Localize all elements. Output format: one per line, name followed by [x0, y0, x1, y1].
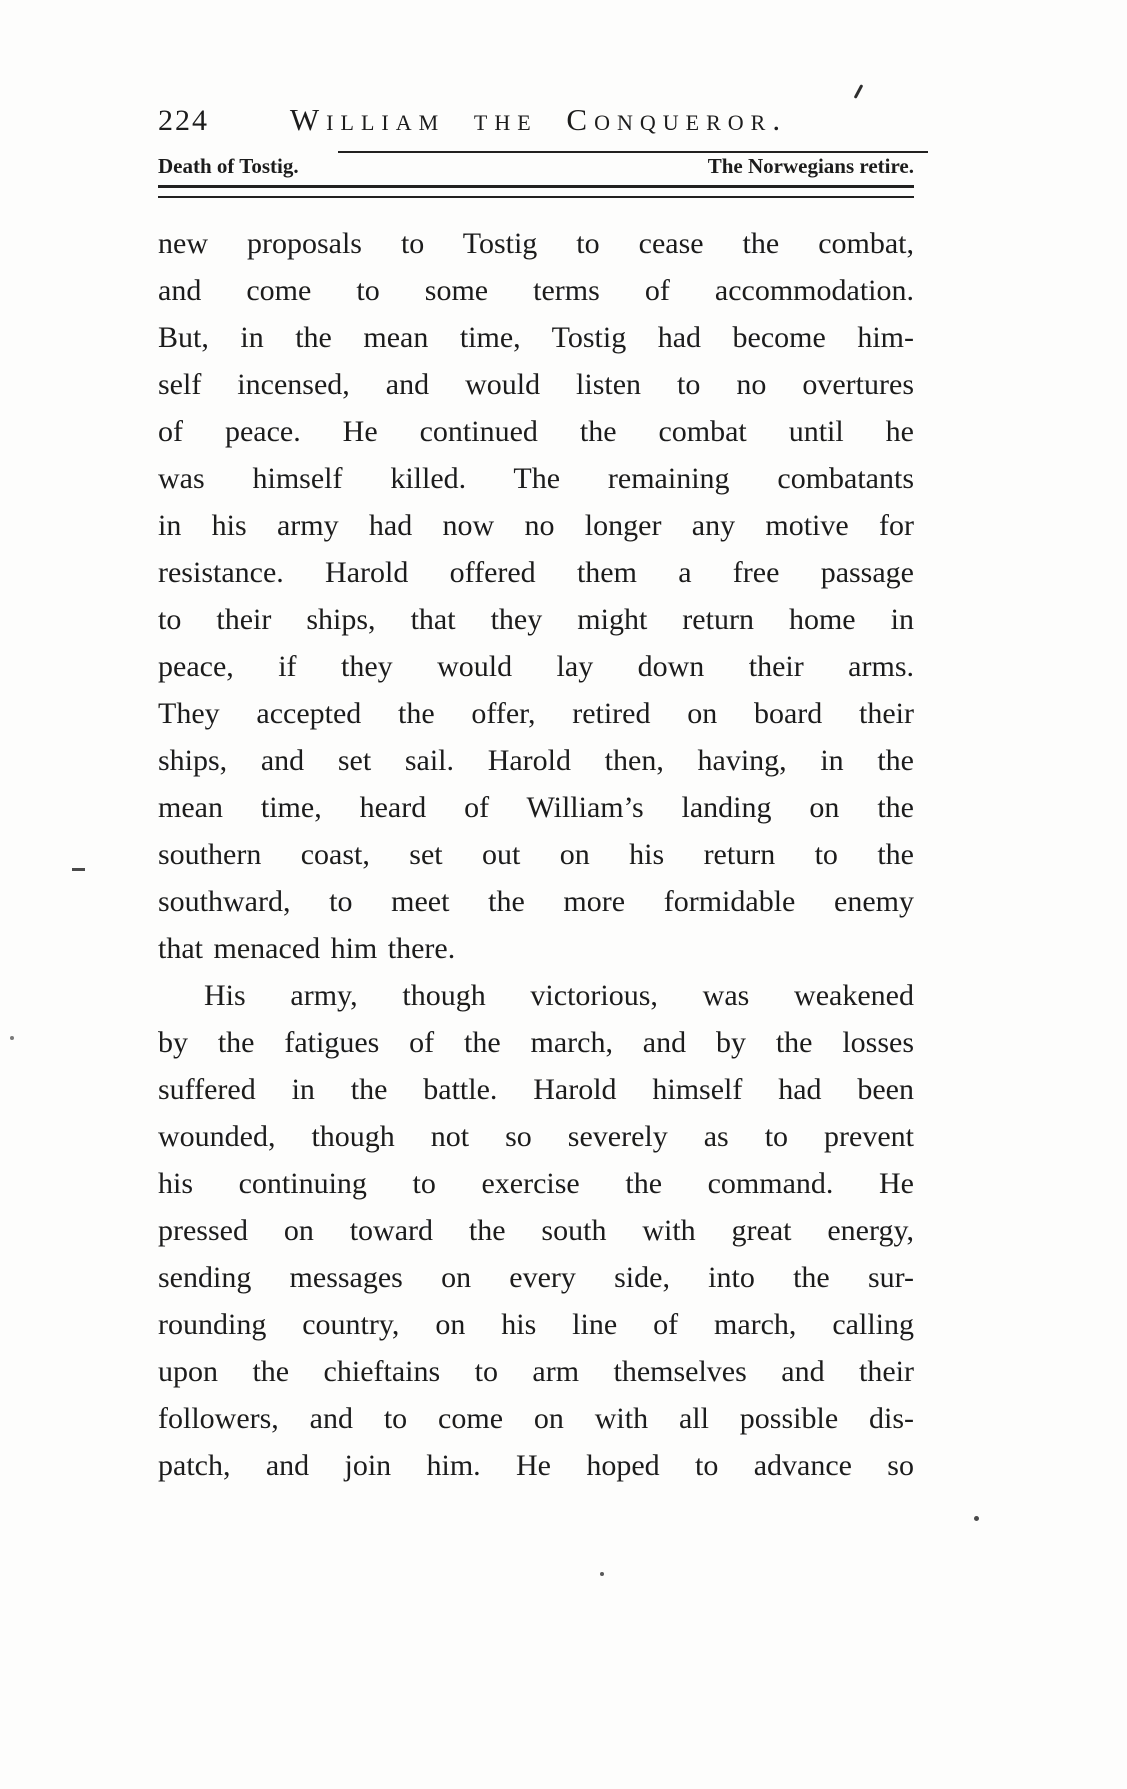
- scan-mark-left-margin: [72, 868, 85, 871]
- body-text: [158, 220, 914, 1489]
- text-line: self incensed, and would listen to no overtures: [158, 368, 914, 401]
- text-line: to their ships, that they might return home in: [158, 603, 914, 636]
- text-line: in his army had now no longer any motive for: [158, 509, 914, 542]
- scan-mark-right-dot: [974, 1516, 979, 1521]
- text-line: rounding country, on his line of march, calling: [158, 1308, 914, 1341]
- text-line: southern coast, set out on his return to the: [158, 838, 914, 871]
- text-line: followers, and to come on with all possible dis-: [158, 1402, 914, 1435]
- text-line: His army, though victorious, was weakened: [204, 979, 914, 1012]
- text-line: new proposals to Tostig to cease the combat,: [158, 227, 914, 260]
- text-line: patch, and join him. He hoped to advance so: [158, 1449, 914, 1482]
- scan-mark-bottom-dot: [600, 1572, 604, 1576]
- running-heads: [158, 154, 914, 179]
- text-line: pressed on toward the south with great energy,: [158, 1214, 914, 1247]
- page-header: [158, 102, 914, 138]
- text-line: wounded, though not so severely as to prevent: [158, 1120, 914, 1153]
- text-line: But, in the mean time, Tostig had become him-: [158, 321, 914, 354]
- header-rule-partial: [338, 151, 928, 153]
- text-line: mean time, heard of William’s landing on the: [158, 791, 914, 824]
- text-line: ships, and set sail. Harold then, having, in the: [158, 744, 914, 777]
- text-line: his continuing to exercise the command. He: [158, 1167, 914, 1200]
- text-line: was himself killed. The remaining combatants: [158, 462, 914, 495]
- text-line: upon the chieftains to arm themselves and their: [158, 1355, 914, 1388]
- text-line: peace, if they would lay down their arms.: [158, 650, 914, 683]
- book-title: William the Conqueror.: [289, 102, 788, 137]
- text-line: They accepted the offer, retired on board their: [158, 697, 914, 730]
- text-line: and come to some terms of accommodation.: [158, 274, 914, 307]
- text-line: by the fatigues of the march, and by the losses: [158, 1026, 914, 1059]
- text-line: of peace. He continued the combat until he: [158, 415, 914, 448]
- scan-mark-left-dot: [10, 1036, 14, 1040]
- page-number: 224: [158, 104, 209, 137]
- page-content: [158, 102, 914, 1489]
- running-head-left: Death of Tostig.: [158, 154, 299, 178]
- text-line: that menaced him there.: [158, 932, 456, 965]
- text-line: southward, to meet the more formidable enemy: [158, 885, 914, 918]
- running-head-right: The Norwegians retire.: [707, 154, 914, 178]
- text-line: resistance. Harold offered them a free passage: [158, 556, 914, 589]
- text-line: sending messages on every side, into the sur-: [158, 1261, 914, 1294]
- header-rule-thin: [158, 196, 914, 198]
- header-rule-thick: [158, 185, 914, 188]
- text-line: suffered in the battle. Harold himself had been: [158, 1073, 914, 1106]
- scan-mark-top-right: [854, 84, 864, 99]
